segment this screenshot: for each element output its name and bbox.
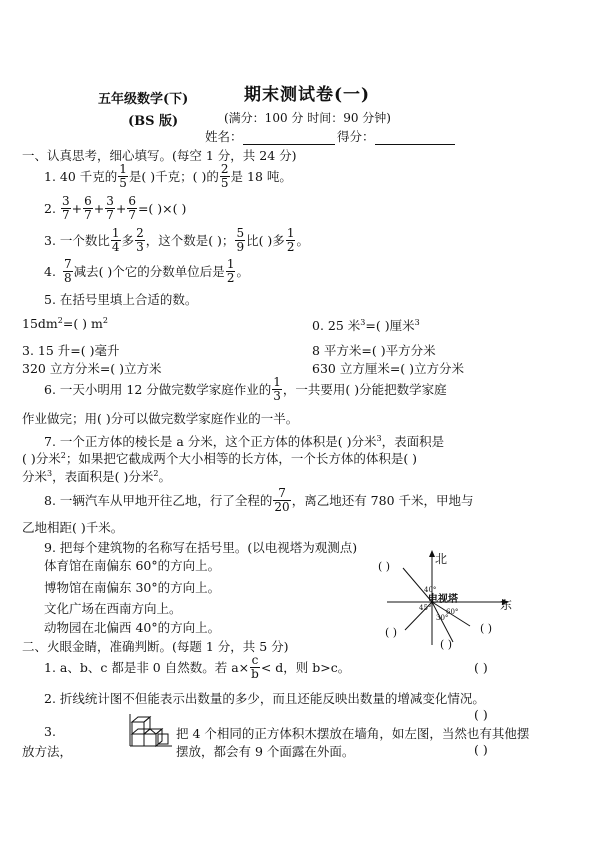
q2-1-text-b: < d，则 b>c。 xyxy=(260,660,351,675)
q1-2 xyxy=(44,194,186,222)
q1-5-r2a: 3. 15 升=( )毫升 xyxy=(22,343,120,358)
answer-paren-sw: ( ) xyxy=(385,626,398,639)
name-blank xyxy=(243,144,335,145)
angle-40: 40° xyxy=(424,586,437,594)
fraction: $\frac{6}{7}$ xyxy=(84,193,92,222)
q1-3 xyxy=(44,226,309,254)
q1-4-text-b: 。 xyxy=(236,264,249,279)
section2-heading: 二、火眼金睛，准确判断。(每题 1 分，共 5 分) xyxy=(22,639,289,654)
plus: + xyxy=(71,200,83,216)
name-field xyxy=(205,127,335,145)
q2-3-line2-a: 放方法， xyxy=(22,744,73,759)
angle-45: 45° xyxy=(419,604,432,612)
fraction: $\frac{2}{3}$ xyxy=(136,225,144,254)
fraction: $\frac{1}{3}$ xyxy=(273,374,281,403)
q1-9-l2: 博物馆在南偏东 30°的方向上。 xyxy=(44,580,221,595)
q1-8-text-a: 8. 一辆汽车从甲地开往乙地，行了全程的 xyxy=(44,493,273,508)
tv-tower-label: 电视塔 xyxy=(428,594,458,605)
q1-5-r2b: 8 平方米=( )平方分米 xyxy=(312,343,436,358)
q1-3-text-b: 多 xyxy=(121,233,135,248)
q1-5-r3a: 320 立方分米=( )立方米 xyxy=(22,361,162,376)
north-label: 北 xyxy=(435,552,448,566)
fraction: $\frac{6}{7}$ xyxy=(128,193,136,222)
version-label: (BS 版) xyxy=(128,114,179,129)
q1-3-text-d: 比( )多 xyxy=(246,233,285,248)
fraction: $\frac{c}{b}$ xyxy=(251,652,259,681)
q1-4-num: 4. xyxy=(44,263,56,279)
q2-1-answer: ( ) xyxy=(474,660,488,675)
score-field xyxy=(337,127,455,145)
q1-3-text-a: 3. 一个数比 xyxy=(44,233,110,248)
fraction: $\frac{2}{5}$ xyxy=(220,161,229,190)
answer-paren-nw: ( ) xyxy=(378,560,391,573)
q1-5: 5. 在括号里填上合适的数。 xyxy=(44,292,198,307)
q1-9-l3: 文化广场在西南方向上。 xyxy=(44,601,182,616)
q1-6-text-a: 6. 一天小明用 12 分做完数学家庭作业的 xyxy=(44,382,272,397)
score-time: (满分：100 分 时间：90 分钟) xyxy=(224,111,391,125)
q1-9-l4: 动物园在北偏西 40°的方向上。 xyxy=(44,620,221,635)
q1-8-line2: 乙地相距( )千米。 xyxy=(22,520,124,535)
q1-4 xyxy=(44,257,249,285)
q2-3-line1: 把 4 个相同的正方体积木摆放在墙角，如左图，当然也有其他摆 xyxy=(176,726,530,741)
q2-2: 2. 折线统计图不但能表示出数量的多少，而且还能反映出数量的增减变化情况。 xyxy=(44,691,485,706)
q1-2-num: 2. xyxy=(44,200,56,216)
q1-4-text-a: 减去( )个它的分数单位后是 xyxy=(73,264,225,279)
fraction: $\frac{7}{20}$ xyxy=(274,485,290,514)
angle-60: 60° xyxy=(446,608,459,616)
fraction: $\frac{1}{4}$ xyxy=(111,225,120,254)
q1-6 xyxy=(44,375,447,403)
q1-5-r1b: 0. 25 米$^3$=( )厘米$^3$ xyxy=(312,317,420,333)
answer-paren-se: ( ) xyxy=(480,622,493,635)
q1-5-r1a: $15dm^2=$( ) $m^2$ xyxy=(22,316,108,332)
fraction: $\frac{7}{8}$ xyxy=(63,256,72,285)
angle-30: 30° xyxy=(436,614,449,622)
fraction: $\frac{1}{2}$ xyxy=(286,225,295,254)
q1-1 xyxy=(44,162,292,190)
q2-2-answer: ( ) xyxy=(474,707,488,722)
q2-3-line2-b: 摆放，都会有 9 个面露在外面。 xyxy=(176,744,355,759)
q1-2-text: =( )×( ) xyxy=(137,200,187,216)
q1-1-text-a: 1. 40 千克的 xyxy=(44,169,118,184)
q1-3-text-c: ，这个数是( )； xyxy=(145,233,235,248)
q2-1-text-a: 1. a、b、c 都是非 0 自然数。若 a× xyxy=(44,660,250,675)
q1-3-text-e: 。 xyxy=(296,233,309,248)
cube-blocks-image xyxy=(122,712,174,754)
q1-1-text-b: 是( )千克；( )的 xyxy=(128,169,219,184)
q2-3-answer: ( ) xyxy=(474,742,488,757)
fraction: $\frac{1}{5}$ xyxy=(119,161,127,190)
q2-3-num: 3. xyxy=(44,724,56,739)
fraction: $\frac{3}{7}$ xyxy=(106,193,114,222)
q1-5-r3b: 630 立方厘米=( )立方分米 xyxy=(312,361,465,376)
q1-1-text-c: 是 18 吨。 xyxy=(230,169,292,184)
score-label: 得分： xyxy=(337,129,375,144)
name-label: 姓名： xyxy=(205,129,243,144)
q1-9: 9. 把每个建筑物的名称写在括号里。(以电视塔为观测点) xyxy=(44,540,358,555)
plus: + xyxy=(93,200,105,216)
fraction: $\frac{3}{7}$ xyxy=(61,193,70,222)
fraction: $\frac{5}{9}$ xyxy=(236,225,245,254)
q1-7-line2: ( )分米$^2$；如果把它截成两个大小相等的长方体，一个长方体的体积是( ) xyxy=(22,450,418,466)
page-title: 期末测试卷(一) xyxy=(244,85,371,105)
answer-paren-s: ( ) xyxy=(440,638,453,651)
plus: + xyxy=(115,200,127,216)
q1-6-line2: 作业做完；用( )分可以做完数学家庭作业的一半。 xyxy=(22,411,299,426)
q1-9-l1: 体育馆在南偏东 60°的方向上。 xyxy=(44,558,221,573)
q1-8 xyxy=(44,485,474,515)
q1-6-text-b: ，一共要用( )分能把数学家庭 xyxy=(282,382,447,397)
fraction: $\frac{1}{2}$ xyxy=(226,256,235,285)
q1-8-text-b: ，离乙地还有 780 千米，甲地与 xyxy=(291,493,474,508)
east-label: 东 xyxy=(500,598,513,612)
section1-heading: 一、认真思考，细心填写。(每空 1 分，共 24 分) xyxy=(22,148,297,163)
q2-1 xyxy=(44,652,350,682)
score-blank xyxy=(375,144,455,145)
grade-label: 五年级数学(下) xyxy=(98,92,189,107)
q1-7-line3: 分米$^3$，表面积是( )分米$^2$。 xyxy=(22,468,171,484)
q1-7-line1: 7. 一个正方体的棱长是 a 分米，这个正方体的体积是( )分米$^3$，表面积是 xyxy=(44,433,445,449)
